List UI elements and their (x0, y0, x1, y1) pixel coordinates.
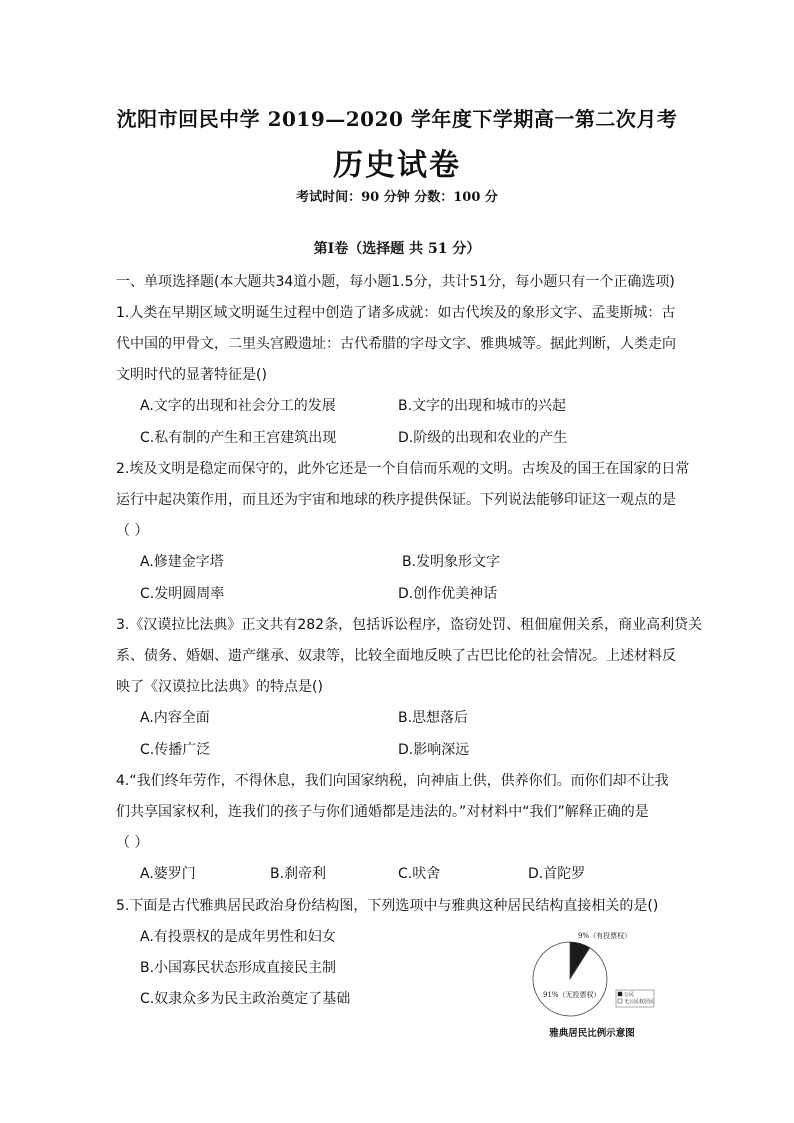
question-2-option-a[interactable]: A.修建金字塔 (140, 554, 224, 570)
question-3-line-1: 3.《汉谟拉比法典》正文共有282条，包括诉讼程序，盗窃处罚、租佃雇佣关系，商业高利贷关 (116, 617, 703, 633)
question-3-option-c[interactable]: C.传播广泛 (140, 742, 211, 758)
athens-residents-pie-chart (528, 925, 656, 1045)
question-2-line-1: 2.埃及文明是稳定而保守的，此外它还是一个自信而乐观的文明。古埃及的国王在国家的日常 (116, 461, 690, 477)
pie-slice-2 (533, 942, 607, 1016)
question-3-line-3: 映了《汉谟拉比法典》的特点是() (116, 679, 323, 695)
section-title: 第Ⅰ卷（选择题 共 51 分） (313, 241, 481, 257)
question-4-line-1: 4.“我们终年劳作，不得休息，我们向国家纳税，向神庙上供，供养你们。而你们却不让我 (116, 773, 669, 789)
legend-swatch-1 (618, 992, 622, 996)
pie-chart-svg (528, 925, 656, 1025)
question-1-line-3: 文明时代的显著特征是() (116, 367, 267, 383)
chart-title: 雅典居民比例示意图 (549, 1028, 635, 1039)
legend-label-1: 公民 (624, 992, 635, 998)
exam-title: 沈阳市回民中学 2019—2020 学年度下学期高一第二次月考 (116, 107, 678, 131)
legend-swatch-2 (618, 999, 622, 1003)
question-2-line-3: （ ） (116, 523, 149, 539)
question-4-option-b[interactable]: B.刹帝利 (270, 866, 327, 882)
question-4-option-c[interactable]: C.吠舍 (398, 866, 441, 882)
question-4-option-d[interactable]: D.首陀罗 (528, 866, 586, 882)
question-1-option-d[interactable]: D.阶级的出现和农业的产生 (398, 430, 568, 446)
pie-label-voting: 9%（有投票权） (578, 932, 632, 940)
question-3-line-2: 系、债务、婚姻、遗产继承、奴隶等，比较全面地反映了古巴比伦的社会情况。上述材料反 (116, 648, 676, 664)
question-2-line-2: 运行中起决策作用，而且还为宇宙和地球的秩序提供保证。下列说法能够印证这一观点的是 (116, 492, 676, 508)
question-5-option-c[interactable]: C.奴隶众多为民主政治奠定了基础 (140, 991, 351, 1007)
question-1-option-b[interactable]: B.文字的出现和城市的兴起 (398, 398, 567, 414)
question-3-option-a[interactable]: A.内容全面 (140, 710, 210, 726)
pie-legend (616, 990, 654, 1007)
question-3-option-d[interactable]: D.影响深远 (398, 742, 470, 758)
question-2-option-b[interactable]: B.发明象形文字 (402, 554, 501, 570)
legend-label-2: 无公民权居民 (624, 999, 655, 1005)
question-1-line-2: 代中国的甲骨文，二里头宫殿遗址：古代希腊的字母文字、雅典城等。据此判断，人类走向 (116, 336, 676, 352)
question-5-line-1: 5.下面是古代雅典居民政治身份结构图，下列选项中与雅典这种居民结构直接相关的是() (116, 898, 659, 914)
question-4-line-3: （ ） (116, 835, 149, 851)
question-3-option-b[interactable]: B.思想落后 (398, 710, 469, 726)
question-4-option-a[interactable]: A.婆罗门 (140, 866, 196, 882)
exam-subject: 历史试卷 (333, 148, 461, 183)
question-5-option-b[interactable]: B.小国寡民状态形成直接民主制 (140, 960, 337, 976)
question-2-option-c[interactable]: C.发明圆周率 (140, 586, 225, 602)
question-5-option-a[interactable]: A.有投票权的是成年男性和妇女 (140, 929, 336, 945)
question-2-option-d[interactable]: D.创作优美神话 (398, 586, 498, 602)
question-1-option-c[interactable]: C.私有制的产生和王宫建筑出现 (140, 430, 337, 446)
exam-meta: 考试时间：90 分钟 分数：100 分 (296, 190, 498, 205)
question-4-line-2: 们共享国家权利，连我们的孩子与你们通婚都是违法的。”对材料中“我们”解释正确的是 (116, 804, 649, 820)
question-1-line-1: 1.人类在早期区域文明诞生过程中创造了诸多成就：如古代埃及的象形文字、孟斐斯城：古 (116, 305, 676, 321)
pie-label-non-voting: 91%（无投票权） (543, 991, 601, 999)
question-1-option-a[interactable]: A.文字的出现和社会分工的发展 (140, 398, 336, 414)
section-instruction: 一、单项选择题(本大题共34道小题，每小题1.5分，共计51分，每小题只有一个正确选项) (116, 274, 675, 290)
